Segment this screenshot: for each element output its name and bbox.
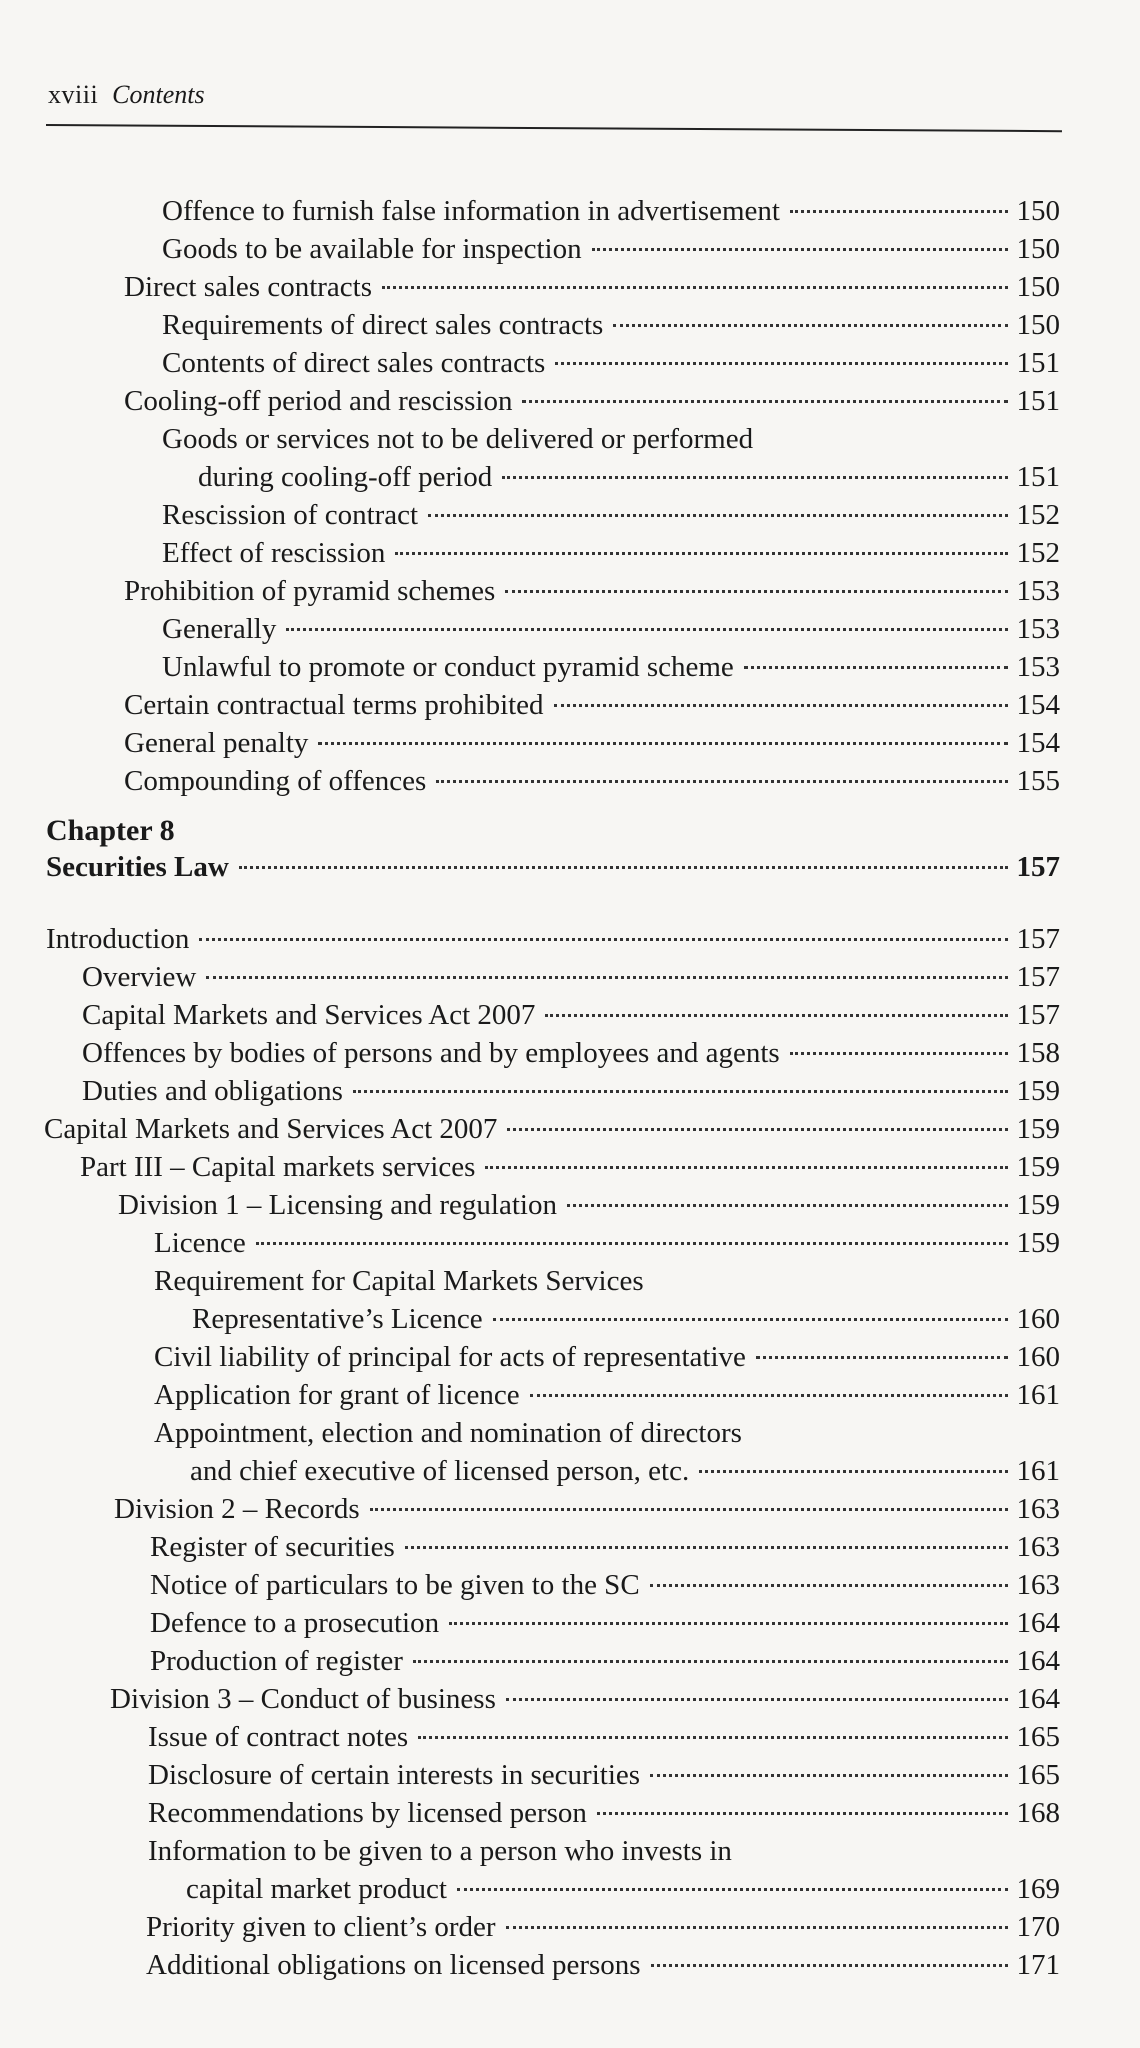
toc-entry[interactable]	[162, 344, 1060, 382]
dot-leader	[650, 1584, 1008, 1587]
entry-title: Duties and obligations	[82, 1075, 343, 1107]
entry-title: Requirement for Capital Markets Services	[154, 1265, 644, 1297]
dot-leader	[413, 1660, 1008, 1663]
entry-title: Register of securities	[150, 1531, 395, 1563]
dot-leader	[199, 938, 1008, 941]
dot-leader	[597, 1812, 1008, 1815]
entry-page: 157	[1016, 999, 1060, 1031]
entry-page: 150	[1016, 195, 1060, 227]
dot-leader	[457, 1888, 1008, 1891]
toc-entry[interactable]	[82, 1072, 1060, 1110]
dot-leader	[756, 1356, 1008, 1359]
entry-title: Notice of particulars to be given to the SC	[150, 1569, 640, 1601]
dot-leader	[555, 362, 1008, 365]
entry-title: Offences by bodies of persons and by employees and agents	[82, 1037, 780, 1069]
entry-page: 160	[1016, 1341, 1060, 1373]
toc-entry[interactable]	[124, 382, 1060, 420]
entry-title: Licence	[154, 1227, 246, 1259]
entry-title: capital market product	[186, 1873, 447, 1905]
toc-entry[interactable]	[154, 1224, 1060, 1262]
toc-entry[interactable]	[154, 1414, 1060, 1452]
entry-title: Prohibition of pyramid schemes	[124, 575, 496, 607]
entry-page: 160	[1016, 1303, 1060, 1335]
entry-page: 154	[1016, 727, 1060, 759]
entry-title: Cooling-off period and rescission	[124, 385, 513, 417]
toc-entry[interactable]	[124, 686, 1060, 724]
toc-entry[interactable]	[162, 192, 1060, 230]
entry-title: Appointment, election and nomination of directors	[154, 1417, 742, 1449]
entry-title: Generally	[162, 613, 277, 645]
toc-entry[interactable]	[162, 306, 1060, 344]
toc-entry[interactable]	[154, 1338, 1060, 1376]
entry-page: 165	[1016, 1759, 1060, 1791]
dot-leader	[507, 1128, 1008, 1131]
dot-leader	[506, 1926, 1008, 1929]
dot-leader	[370, 1508, 1008, 1511]
toc-entry[interactable]	[82, 1034, 1060, 1072]
entry-title: Defence to a prosecution	[150, 1607, 440, 1639]
entry-page: 165	[1016, 1721, 1060, 1753]
dot-leader	[493, 1318, 1008, 1321]
entry-page: 157	[1016, 851, 1060, 883]
entry-title: Issue of contract notes	[148, 1721, 409, 1753]
dot-leader	[382, 286, 1008, 289]
toc-entry[interactable]	[82, 958, 1060, 996]
entry-page: 158	[1016, 1037, 1060, 1069]
toc-entry[interactable]	[46, 920, 1060, 958]
entry-page: 164	[1016, 1645, 1060, 1677]
entry-page: 157	[1016, 961, 1060, 993]
entry-title: Securities Law	[46, 851, 229, 883]
entry-page: 155	[1016, 765, 1060, 797]
toc-entry[interactable]	[110, 1680, 1060, 1718]
entry-title: Division 2 – Records	[114, 1493, 360, 1525]
entry-page: 163	[1016, 1493, 1060, 1525]
entry-page: 152	[1016, 499, 1060, 531]
entry-title: Capital Markets and Services Act 2007	[44, 1113, 498, 1145]
entry-title: Application for grant of licence	[154, 1379, 520, 1411]
toc-entry[interactable]	[148, 1718, 1060, 1756]
entry-page: 150	[1016, 271, 1060, 303]
entry-title: Effect of rescission	[162, 537, 386, 569]
entry-page: 151	[1016, 385, 1060, 417]
dot-leader	[405, 1546, 1008, 1549]
entry-page: 163	[1016, 1569, 1060, 1601]
page-number: xviii	[48, 80, 99, 109]
entry-title: Compounding of offences	[124, 765, 427, 797]
entry-page: 164	[1016, 1683, 1060, 1715]
dot-leader	[650, 1774, 1008, 1777]
toc-entry[interactable]	[154, 1262, 1060, 1300]
dot-leader	[613, 324, 1008, 327]
toc-entry[interactable]	[148, 1794, 1060, 1832]
dot-leader	[505, 590, 1008, 593]
entry-title: and chief executive of licensed person, etc.	[190, 1455, 690, 1487]
entry-title: Goods to be available for inspection	[162, 233, 582, 265]
entry-page: 159	[1016, 1189, 1060, 1221]
dot-leader	[239, 866, 1008, 869]
dot-leader	[485, 1166, 1008, 1169]
toc-entry[interactable]	[150, 1642, 1060, 1680]
entry-page: 171	[1016, 1949, 1060, 1981]
entry-title: Recommendations by licensed person	[148, 1797, 587, 1829]
toc-entry[interactable]	[124, 762, 1060, 800]
entry-title: Rescission of contract	[162, 499, 419, 531]
dot-leader	[522, 400, 1008, 403]
toc-entry[interactable]	[192, 1300, 1060, 1338]
toc-entry[interactable]	[162, 610, 1060, 648]
toc-entry[interactable]	[162, 648, 1060, 686]
entry-title: Offence to furnish false information in advertisement	[162, 195, 780, 227]
dot-leader	[286, 628, 1008, 631]
dot-leader	[506, 1698, 1008, 1701]
entry-page: 159	[1016, 1151, 1060, 1183]
entry-page: 163	[1016, 1531, 1060, 1563]
entry-title: Part III – Capital markets services	[80, 1151, 476, 1183]
dot-leader	[554, 704, 1008, 707]
entry-title: Division 3 – Conduct of business	[110, 1683, 496, 1715]
entry-title: Priority given to client’s order	[146, 1911, 496, 1943]
toc-entry[interactable]	[124, 268, 1060, 306]
dot-leader	[436, 780, 1008, 783]
entry-page: 159	[1016, 1113, 1060, 1145]
dot-leader	[545, 1014, 1008, 1017]
entry-page: 153	[1016, 575, 1060, 607]
dot-leader	[256, 1242, 1008, 1245]
dot-leader	[395, 552, 1008, 555]
entry-title: Requirements of direct sales contracts	[162, 309, 604, 341]
toc-entry[interactable]	[162, 420, 1060, 458]
toc-entry[interactable]	[114, 1490, 1060, 1528]
entry-title: Direct sales contracts	[124, 271, 373, 303]
dot-leader	[428, 514, 1008, 517]
chapter-label: Chapter 8	[46, 814, 175, 847]
entry-page: 159	[1016, 1075, 1060, 1107]
toc-entry[interactable]	[190, 1452, 1060, 1490]
entry-title: Overview	[82, 961, 197, 993]
toc-entry[interactable]	[118, 1186, 1060, 1224]
toc-entry[interactable]	[146, 1908, 1060, 1946]
dot-leader	[206, 976, 1008, 979]
entry-title: Goods or services not to be delivered or performed	[162, 423, 754, 455]
toc-entry[interactable]	[150, 1528, 1060, 1566]
entry-title: Contents of direct sales contracts	[162, 347, 546, 379]
toc-entry[interactable]	[186, 1870, 1060, 1908]
toc-entry[interactable]	[154, 1376, 1060, 1414]
entry-page: 159	[1016, 1227, 1060, 1259]
entry-title: Capital Markets and Services Act 2007	[82, 999, 536, 1031]
chapter-title-entry[interactable]	[46, 848, 1060, 886]
toc-entry[interactable]	[148, 1756, 1060, 1794]
toc-entry[interactable]	[162, 230, 1060, 268]
dot-leader	[530, 1394, 1008, 1397]
dot-leader	[449, 1622, 1008, 1625]
entry-title: Additional obligations on licensed persons	[146, 1949, 641, 1981]
entry-page: 157	[1016, 923, 1060, 955]
entry-page: 168	[1016, 1797, 1060, 1829]
entry-page: 164	[1016, 1607, 1060, 1639]
entry-page: 153	[1016, 651, 1060, 683]
entry-title: Disclosure of certain interests in securities	[148, 1759, 641, 1791]
entry-page: 151	[1016, 347, 1060, 379]
entry-title: Information to be given to a person who invests in	[148, 1835, 732, 1867]
entry-title: during cooling-off period	[198, 461, 493, 493]
toc-entry[interactable]	[146, 1946, 1060, 1984]
dot-leader	[744, 666, 1008, 669]
header-rule	[46, 124, 1062, 132]
dot-leader	[651, 1964, 1008, 1967]
dot-leader	[567, 1204, 1008, 1207]
running-header	[48, 80, 205, 110]
entry-page: 154	[1016, 689, 1060, 721]
dot-leader	[790, 1052, 1008, 1055]
entry-page: 150	[1016, 309, 1060, 341]
running-title: Contents	[112, 80, 205, 109]
entry-page: 153	[1016, 613, 1060, 645]
dot-leader	[699, 1470, 1008, 1473]
entry-title: Certain contractual terms prohibited	[124, 689, 544, 721]
entry-page: 151	[1016, 461, 1060, 493]
entry-page: 152	[1016, 537, 1060, 569]
entry-page: 161	[1016, 1455, 1060, 1487]
entry-page: 161	[1016, 1379, 1060, 1411]
entry-title: General penalty	[124, 727, 309, 759]
entry-title: Civil liability of principal for acts of representative	[154, 1341, 746, 1373]
toc-entry[interactable]	[150, 1566, 1060, 1604]
entry-page: 150	[1016, 233, 1060, 265]
dot-leader	[353, 1090, 1008, 1093]
toc-entry[interactable]	[162, 534, 1060, 572]
dot-leader	[418, 1736, 1008, 1739]
entry-title: Division 1 – Licensing and regulation	[118, 1189, 557, 1221]
toc-entry[interactable]	[198, 458, 1060, 496]
toc-entry[interactable]	[150, 1604, 1060, 1642]
dot-leader	[318, 742, 1008, 745]
dot-leader	[592, 248, 1008, 251]
entry-title: Representative’s Licence	[192, 1303, 483, 1335]
toc-entry[interactable]	[80, 1148, 1060, 1186]
entry-page: 170	[1016, 1911, 1060, 1943]
entry-title: Production of register	[150, 1645, 403, 1677]
dot-leader	[502, 476, 1008, 479]
dot-leader	[790, 210, 1008, 213]
entry-title: Introduction	[46, 923, 190, 955]
toc-entry[interactable]	[162, 496, 1060, 534]
entry-page: 169	[1016, 1873, 1060, 1905]
toc-entry[interactable]	[124, 572, 1060, 610]
toc-entry[interactable]	[44, 1110, 1060, 1148]
toc-entry[interactable]	[124, 724, 1060, 762]
toc-entry[interactable]	[148, 1832, 1060, 1870]
entry-title: Unlawful to promote or conduct pyramid scheme	[162, 651, 734, 683]
toc-entry[interactable]	[82, 996, 1060, 1034]
